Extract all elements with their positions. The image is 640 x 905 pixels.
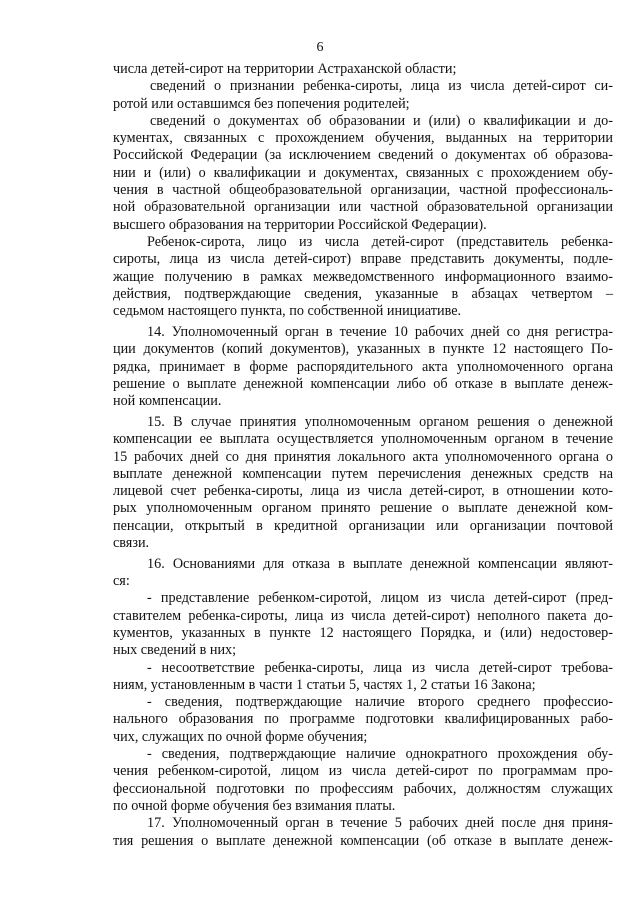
text-line: ся: bbox=[113, 573, 130, 590]
text-line: Ребенок-сирота, лицо из числа детей-сирот (представитель ребенка- bbox=[147, 233, 613, 250]
text-line: чих, служащих по очной форме обучения; bbox=[113, 728, 368, 745]
text-line: пенсации, открытый в кредитной организации или организации почтовой bbox=[113, 517, 613, 534]
text-line: кументах, связанных с прохождением обучения, выданных на территории bbox=[113, 130, 613, 147]
page-number: 6 bbox=[316, 40, 324, 55]
text-line: действия, подтверждающие сведения, указанные в абзацах четвертом – bbox=[113, 285, 613, 302]
text-line: нального образования по программе подготовки квалифицированных рабо- bbox=[113, 711, 613, 728]
text-line: лицевой счет ребенка-сироты, лица из числа детей-сирот, в отношении кото- bbox=[113, 483, 613, 500]
text-line: Российской Федерации (за исключением сведений о документах об образова- bbox=[113, 147, 613, 164]
text-line: чения в частной общеобразовательной организации, частной профессиональ- bbox=[113, 182, 613, 199]
text-line: фессиональной подготовки по профессиям рабочих, должностям служащих bbox=[113, 780, 613, 797]
text-line: связи. bbox=[113, 535, 150, 552]
text-line: - несоответствие ребенка-сироты, лица из числа детей-сирот требова- bbox=[147, 659, 613, 676]
text-line: 15. В случае принятия уполномоченным органом решения о денежной bbox=[147, 413, 613, 430]
text-line: 15 рабочих дней со дня принятия локального акта уполномоченного органа о bbox=[113, 448, 613, 465]
text-line: рых уполномоченным органом принято решение о выплате денежной ком- bbox=[113, 500, 613, 517]
text-line: чения ребенком-сиротой, лицом из числа детей-сирот по программам про- bbox=[113, 763, 613, 780]
text-line: ставителем ребенка-сироты, лица из числа детей-сирот) неполного пакета до- bbox=[113, 607, 613, 624]
text-line: ных сведений в них; bbox=[113, 642, 237, 659]
text-line: выплате денежной компенсации путем перечисления денежных средств на bbox=[113, 465, 613, 482]
text-line: решение о выплате денежной компенсации либо об отказе в выплате денеж- bbox=[113, 375, 613, 392]
text-line: высшего образования на территории Российской Федерации). bbox=[113, 216, 487, 233]
text-line: 17. Уполномоченный орган в течение 5 рабочих дней после дня приня- bbox=[147, 815, 613, 832]
text-line: 14. Уполномоченный орган в течение 10 рабочих дней со дня регистра- bbox=[147, 323, 613, 340]
text-line: - сведения, подтверждающие наличие второго среднего профессио- bbox=[147, 694, 613, 711]
document-body bbox=[113, 61, 613, 850]
text-line: компенсации ее выплата осуществляется уполномоченным органом в течение bbox=[113, 431, 613, 448]
text-line: сведений о документах об образовании и (или) о квалификации и до- bbox=[150, 112, 613, 129]
text-line: ротой или оставшимся без попечения родителей; bbox=[113, 95, 410, 112]
text-line: числа детей-сирот на территории Астраханской области; bbox=[113, 61, 457, 77]
text-line: седьмом настоящего пункта, по собственной инициативе. bbox=[113, 303, 462, 320]
text-line: тия решения о выплате денежной компенсации (об отказе в выплате денеж- bbox=[113, 832, 613, 849]
text-line: кументов, указанных в пункте 12 настоящего Порядка, и (или) недостовер- bbox=[113, 625, 613, 641]
text-line: сироты, лица из числа детей-сирот) вправе представить документы, подле- bbox=[113, 251, 613, 268]
text-line: ции документов (копий документов), указанных в пункте 12 настоящего По- bbox=[113, 341, 613, 358]
text-line: жащие получению в рамках межведомственного информационного взаимо- bbox=[113, 268, 613, 285]
text-line: ниям, установленным в части 1 статьи 5, частях 1, 2 статьи 16 Закона; bbox=[113, 676, 536, 693]
text-line: нии и (или) о квалификации и документах, связанных с прохождением обу- bbox=[113, 164, 613, 181]
text-line: 16. Основаниями для отказа в выплате денежной компенсации являют- bbox=[147, 555, 613, 572]
text-line: сведений о признании ребенка-сироты, лица из числа детей-сирот си- bbox=[150, 78, 613, 95]
text-line: по очной форме обучения без взимания платы. bbox=[113, 797, 396, 814]
text-line: рядка, принимает в форме распорядительного акта уполномоченного органа bbox=[113, 358, 613, 375]
text-line: ной образовательной организации или частной образовательной организации bbox=[113, 199, 613, 216]
text-line: ной компенсации. bbox=[113, 393, 222, 410]
text-line: - представление ребенком-сиротой, лицом из числа детей-сирот (пред- bbox=[147, 590, 613, 607]
text-line: - сведения, подтверждающие наличие однократного прохождения обу- bbox=[147, 746, 613, 763]
